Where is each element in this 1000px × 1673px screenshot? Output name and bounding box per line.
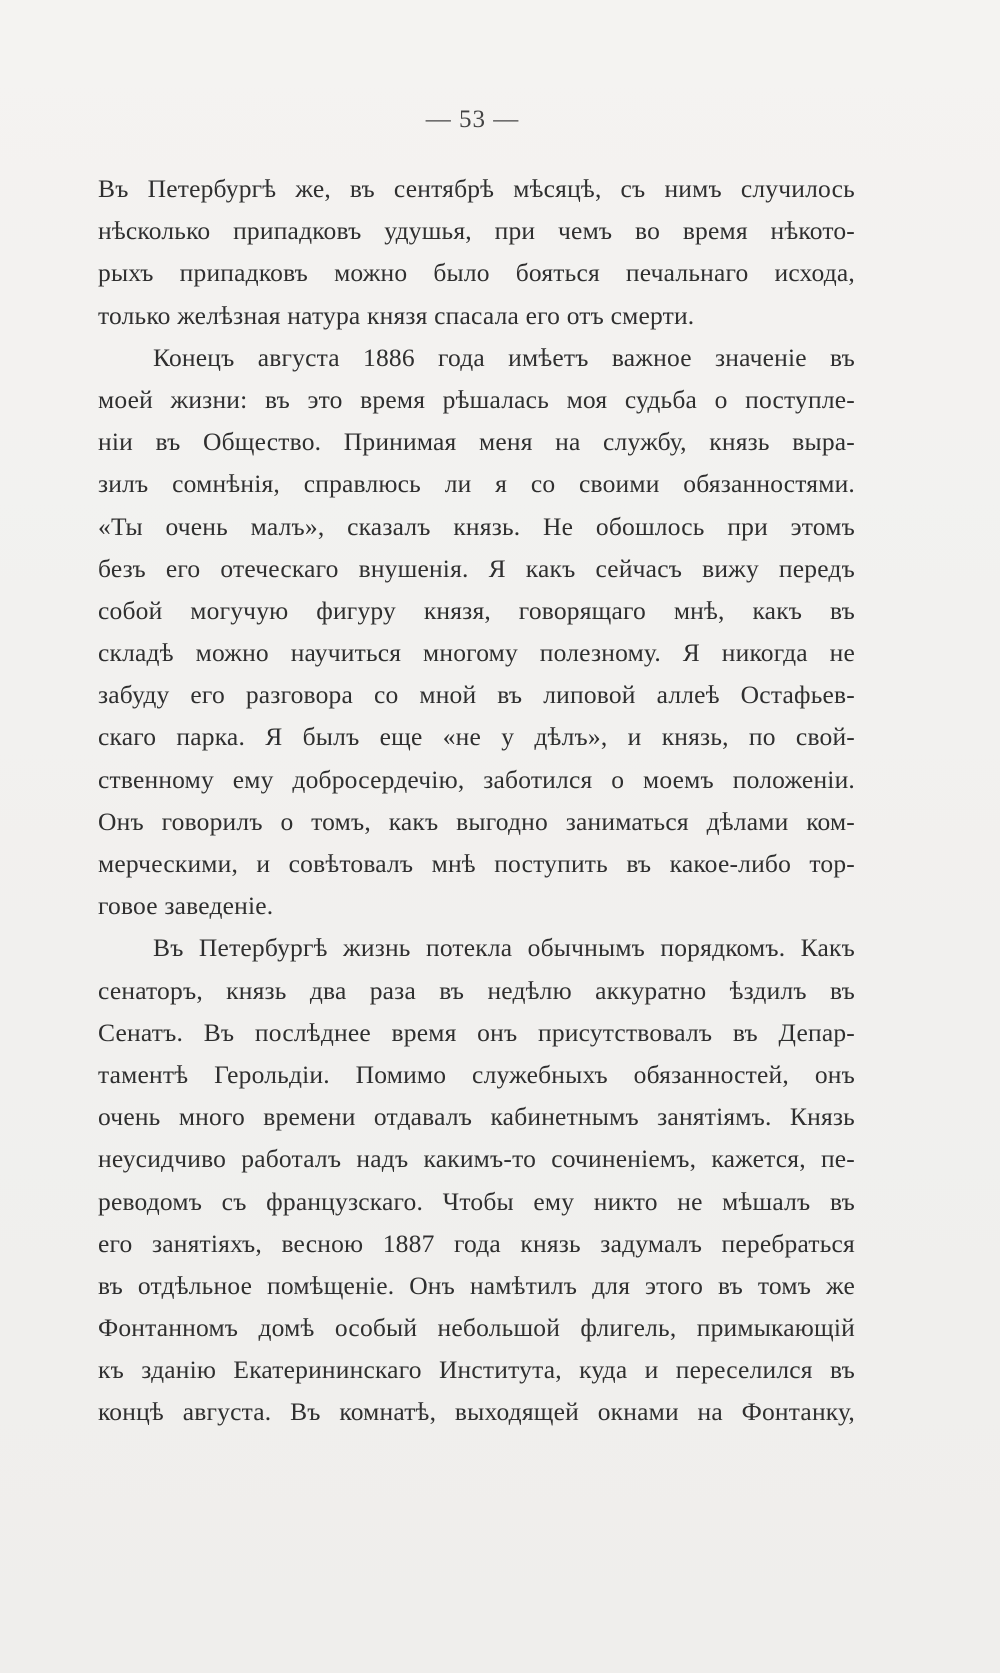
text-line: собой могучую фигуру князя, говорящаго мнѣ, какъ въ: [98, 595, 855, 625]
text-line: безъ его отеческаго внушенiя. Я какъ сейчасъ вижу передъ: [98, 553, 855, 583]
text-line: сенаторъ, князь два раза въ недѣлю аккуратно ѣздилъ въ: [98, 975, 855, 1005]
text-line: «Ты очень малъ», сказалъ князь. Не обошлось при этомъ: [98, 511, 855, 541]
text-line: таментѣ Герольдiи. Помимо служебныхъ обязанностей, онъ: [98, 1059, 855, 1089]
text-line: Сенатъ. Въ послѣднее время онъ присутствовалъ въ Депар-: [98, 1017, 855, 1047]
text-line: Фонтанномъ домѣ особый небольшой флигель, примыкающiй: [98, 1313, 855, 1343]
paragraph-2: [98, 337, 855, 928]
text-line: Въ Петербургѣ же, въ сентябрѣ мѣсяцѣ, съ нимъ случилось: [98, 174, 855, 203]
text-line: нѣсколько припадковъ удушья, при чемъ во время нѣкото-: [98, 216, 855, 246]
text-line: складѣ можно научиться многому полезному. Я никогда не: [98, 638, 855, 668]
text-line: въ отдѣльное помѣщенiе. Онъ намѣтилъ для этого въ томъ же: [98, 1270, 855, 1300]
text-line: забуду его разговора со мной въ липовой аллеѣ Остафьев-: [98, 680, 855, 710]
text-line: Онъ говорилъ о томъ, какъ выгодно заниматься дѣлами ком-: [98, 806, 855, 836]
text-line: говое заведенiе.: [98, 891, 274, 921]
text-line: ственному ему добросердечiю, заботился о моемъ положенiи.: [98, 764, 855, 794]
text-line: Конецъ августа 1886 года имѣетъ важное значенiе въ: [153, 342, 855, 372]
text-line: неусидчиво работалъ надъ какимъ-то сочиненiемъ, кажется, пе-: [98, 1144, 855, 1174]
text-line: рыхъ припадковъ можно было бояться печальнаго исхода,: [98, 258, 855, 288]
text-line: нiи въ Общество. Принимая меня на службу, князь выра-: [98, 427, 855, 457]
text-line: Въ Петербургѣ жизнь потекла обычнымъ порядкомъ. Какъ: [153, 933, 855, 963]
paragraph-3: [98, 927, 855, 1433]
text-line: скаго парка. Я былъ еще «не у дѣлъ», и князь, по свой-: [98, 722, 855, 752]
body-text: [98, 168, 855, 1434]
text-line: только желѣзная натура князя спасала его отъ смерти.: [98, 300, 695, 330]
text-line: концѣ августа. Въ комнатѣ, выходящей окнами на Фонтанку,: [98, 1397, 855, 1427]
paragraph-1: [98, 168, 855, 337]
text-line: мерческими, и совѣтовалъ мнѣ поступить въ какое-либо тор-: [98, 849, 855, 878]
text-line: моей жизни: въ это время рѣшалась моя судьба о поступле-: [98, 384, 855, 414]
text-line: его занятiяхъ, весною 1887 года князь задумалъ перебраться: [98, 1228, 855, 1258]
page-number: — 53 —: [425, 106, 520, 133]
text-line: зилъ сомнѣнiя, справлюсь ли я со своими обязанностями.: [98, 469, 855, 499]
text-line: реводомъ съ французскаго. Чтобы ему никто не мѣшалъ въ: [98, 1186, 855, 1216]
text-line: къ зданiю Екатерининскаго Института, куда и переселился въ: [98, 1355, 855, 1385]
text-line: очень много времени отдавалъ кабинетнымъ занятiямъ. Князь: [98, 1102, 855, 1132]
